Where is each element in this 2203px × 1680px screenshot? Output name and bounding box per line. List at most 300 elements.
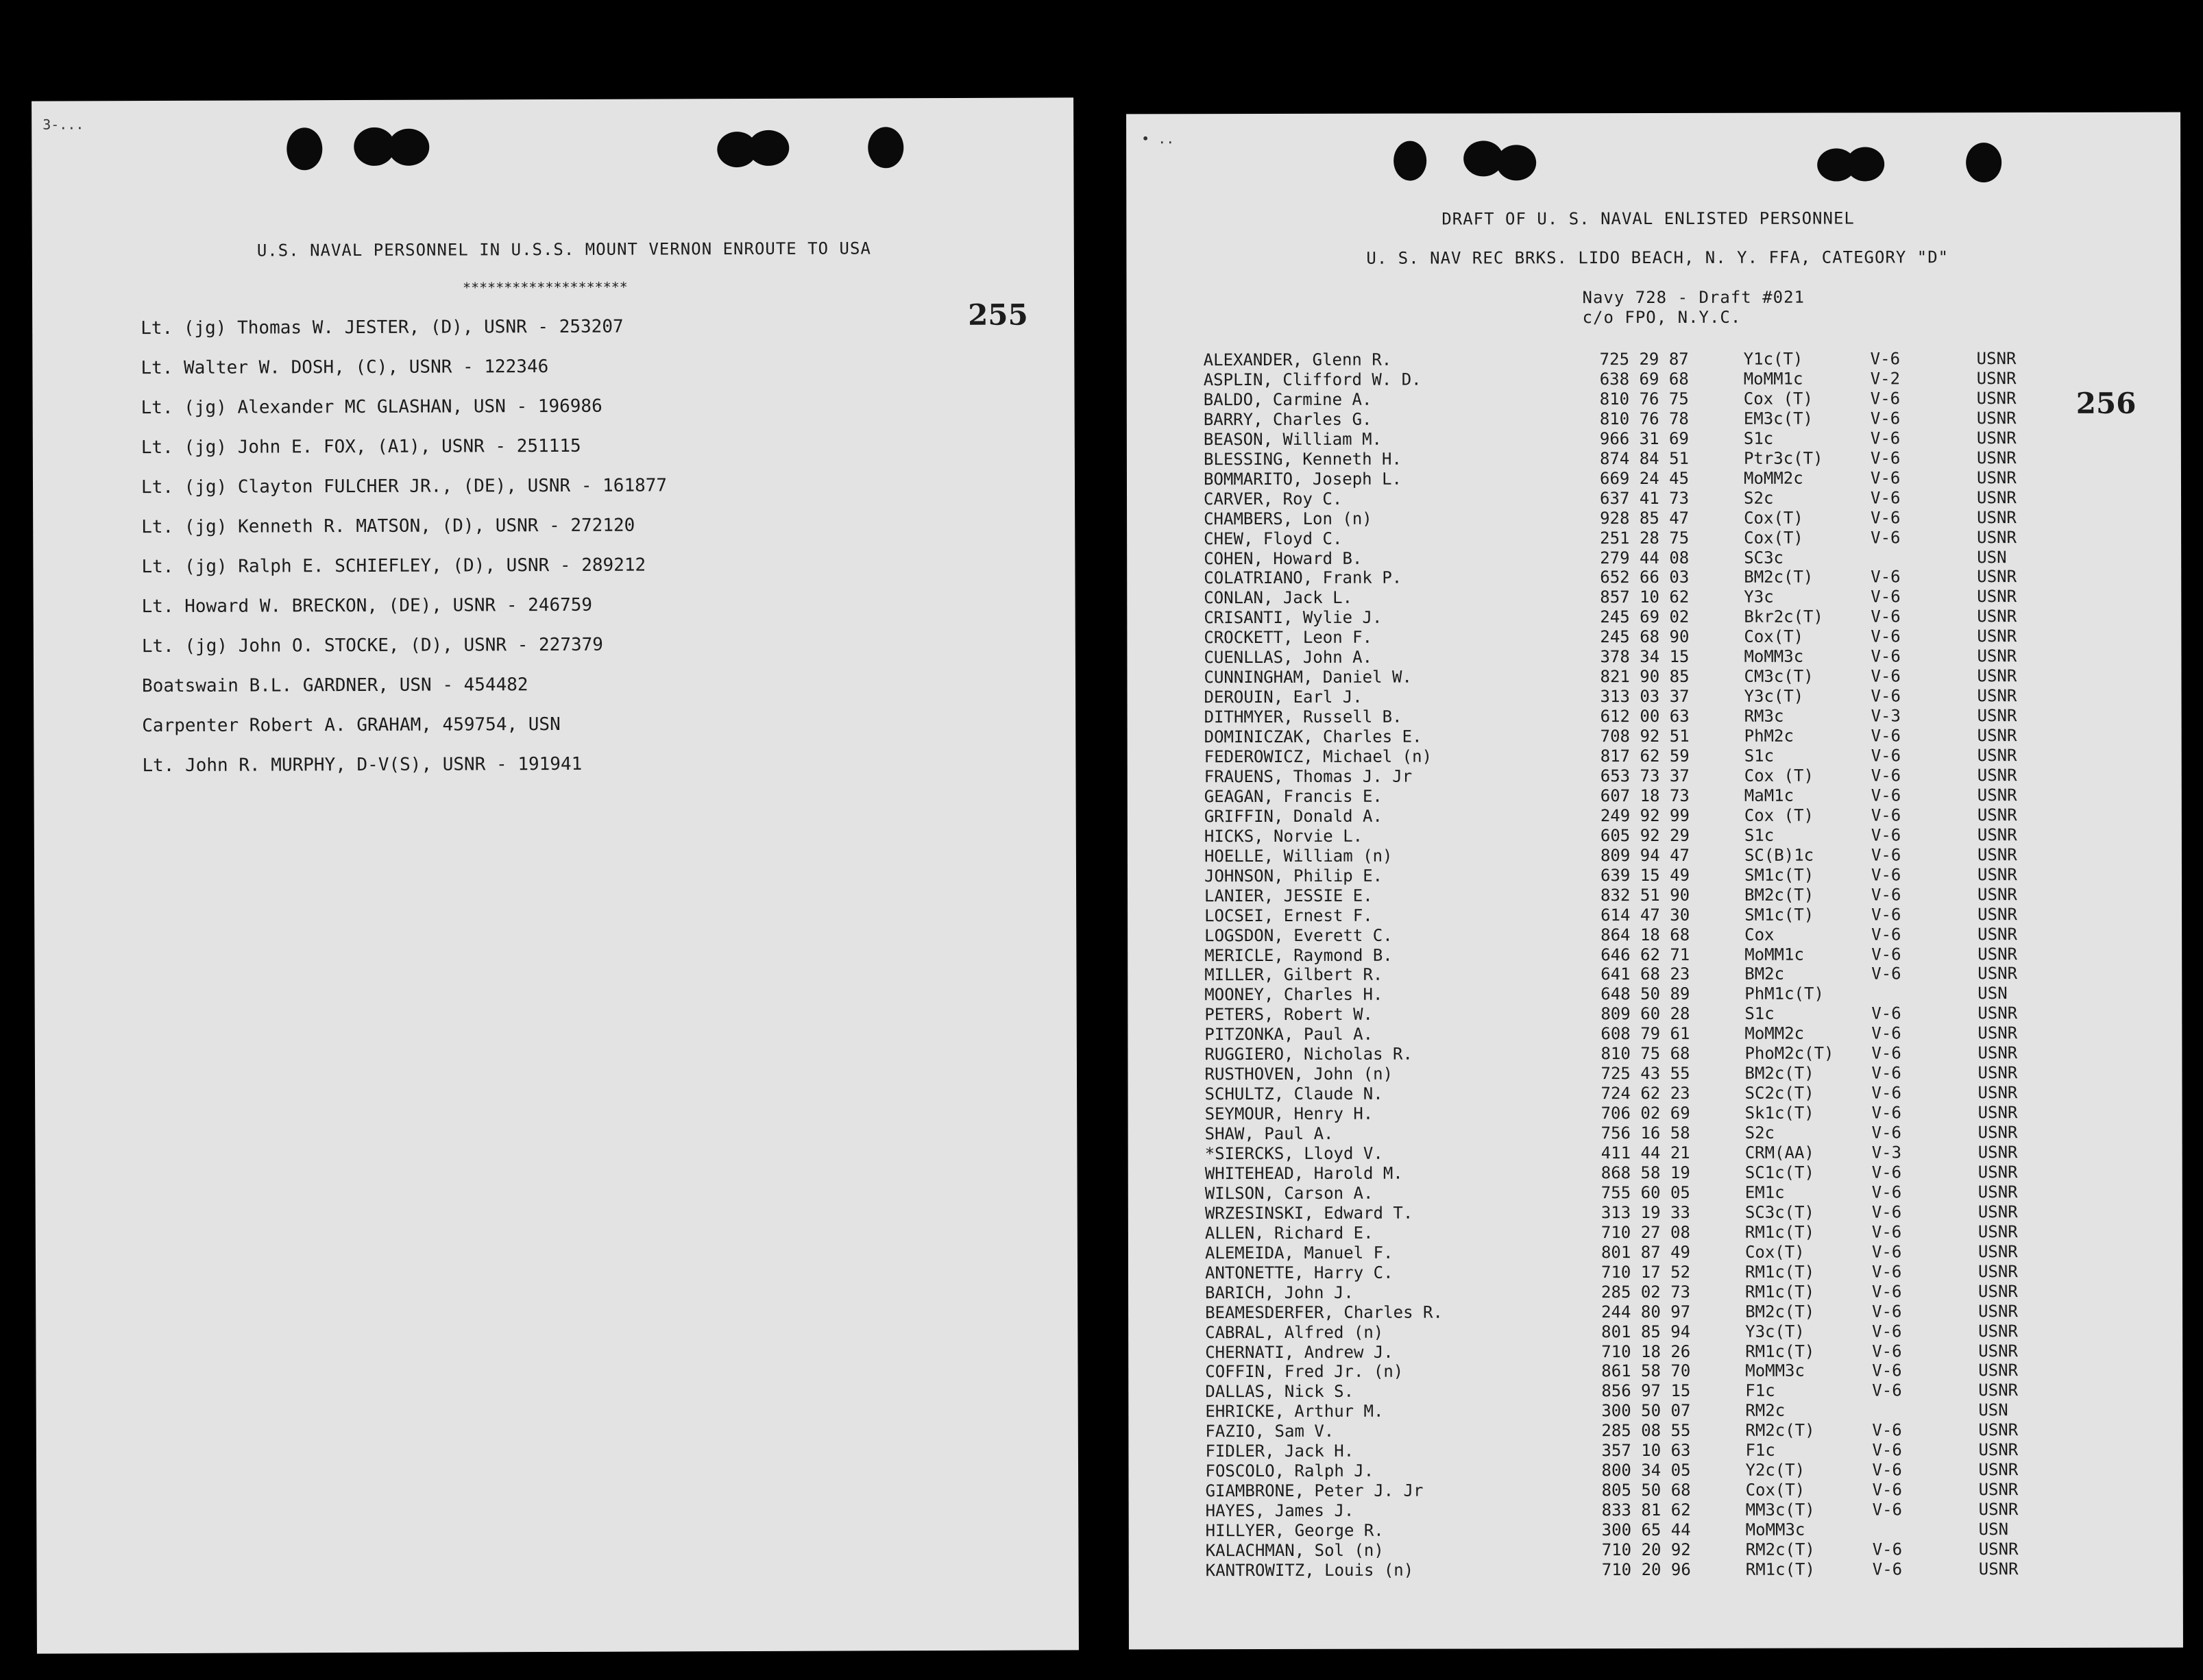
- roster-name: KALACHMAN, Sol (n): [1205, 1540, 1384, 1561]
- branch: USNR: [1977, 1003, 2018, 1023]
- rate: SC(B)1c: [1744, 845, 1814, 865]
- branch: USNR: [1978, 1460, 2019, 1480]
- service-number: 856 97 15: [1601, 1381, 1691, 1401]
- branch: USNR: [1977, 646, 2017, 666]
- class: V-6: [1871, 507, 1901, 528]
- rate: EM3c(T): [1743, 409, 1814, 428]
- service-number: 833 81 62: [1601, 1500, 1691, 1520]
- roster-name: FOSCOLO, Ralph J.: [1205, 1461, 1374, 1481]
- draft-line: Navy 728 - Draft #021: [1582, 287, 1805, 308]
- table-row: [1127, 507, 2169, 529]
- table-row: [1129, 1480, 2171, 1502]
- rate: Cox (T): [1743, 389, 1813, 409]
- officer-entry: Lt. John R. MURPHY, D-V(S), USNR - 191941: [142, 753, 583, 777]
- service-number: 285 02 73: [1601, 1282, 1691, 1302]
- table-row: [1127, 428, 2169, 450]
- class: V-6: [1871, 845, 1901, 865]
- roster-name: COHEN, Howard B.: [1204, 548, 1363, 568]
- roster-name: CARVER, Roy C.: [1204, 489, 1343, 509]
- table-row: [1127, 369, 2169, 391]
- branch: USNR: [1977, 904, 2017, 924]
- service-number: 928 85 47: [1600, 508, 1690, 528]
- table-row: [1128, 1023, 2169, 1045]
- table-row: [1128, 1241, 2170, 1263]
- rate: MoMM3c: [1745, 1520, 1805, 1539]
- service-number: 805 50 68: [1601, 1481, 1691, 1500]
- roster-name: DITHMYER, Russell B.: [1204, 707, 1402, 727]
- branch: USNR: [1978, 1281, 2018, 1301]
- rate: CRM(AA): [1744, 1143, 1814, 1162]
- branch: USNR: [1978, 1420, 2019, 1440]
- class: V-6: [1870, 448, 1901, 468]
- rate: SC2c(T): [1744, 1083, 1814, 1103]
- roster-name: MILLER, Gilbert R.: [1204, 965, 1383, 985]
- class: V-6: [1871, 1043, 1901, 1063]
- service-number: 706 02 69: [1600, 1104, 1690, 1123]
- roster-name: PETERS, Robert W.: [1204, 1005, 1374, 1025]
- branch: USNR: [1976, 349, 2017, 369]
- roster-name: ALEMEIDA, Manuel F.: [1204, 1243, 1393, 1263]
- officer-entry: Lt. (jg) Kenneth R. MATSON, (D), USNR - 272120: [141, 515, 635, 538]
- rate: CM3c(T): [1744, 666, 1814, 686]
- table-row: [1128, 924, 2169, 946]
- branch: USNR: [1978, 1341, 2019, 1361]
- roster-name: ALEXANDER, Glenn R.: [1203, 350, 1392, 370]
- roster-name: ALLEN, Richard E.: [1204, 1223, 1374, 1243]
- roster-name: CUENLLAS, John A.: [1204, 647, 1373, 668]
- rate: MoMM2c: [1744, 1023, 1805, 1044]
- table-row: [1127, 646, 2169, 668]
- table-row: [1127, 467, 2169, 489]
- class: V-6: [1872, 1380, 1902, 1400]
- roster-name: *SIERCKS, Lloyd V.: [1204, 1143, 1383, 1164]
- branch: USNR: [1978, 1480, 2019, 1500]
- punch-hole: [1846, 147, 1884, 181]
- rate: MoMM1c: [1744, 945, 1804, 964]
- roster-name: PITZONKA, Paul A.: [1204, 1025, 1374, 1045]
- table-row: [1128, 786, 2169, 807]
- rate: Ptr3c(T): [1743, 448, 1823, 468]
- rate: S1c: [1744, 746, 1775, 766]
- rate: SC1c(T): [1744, 1162, 1814, 1182]
- rate: RM1c(T): [1744, 1222, 1815, 1242]
- class: V-6: [1871, 1162, 1902, 1182]
- roster-name: DEROUIN, Earl J.: [1204, 687, 1363, 707]
- service-number: 801 85 94: [1601, 1322, 1691, 1341]
- class: V-6: [1872, 1500, 1902, 1520]
- rate: RM1c(T): [1745, 1559, 1815, 1579]
- service-number: 313 03 37: [1600, 687, 1690, 707]
- table-row: [1127, 349, 2169, 371]
- class: V-6: [1872, 1480, 1902, 1500]
- table-row: [1128, 1400, 2170, 1422]
- service-number: 710 17 52: [1600, 1262, 1691, 1282]
- punch-hole: [1393, 141, 1426, 181]
- corner-mark: • ..: [1141, 130, 1175, 147]
- rate: Cox(T): [1744, 1242, 1805, 1262]
- rate: Y1c(T): [1743, 349, 1803, 369]
- table-row: [1127, 527, 2169, 549]
- rate: BM2c(T): [1744, 568, 1814, 587]
- officer-entry: Lt. (jg) Thomas W. JESTER, (D), USNR - 253207: [141, 316, 624, 339]
- roster-name: BARRY, Charles G.: [1203, 409, 1372, 429]
- class: V-6: [1871, 527, 1901, 547]
- class: V-6: [1872, 1539, 1903, 1559]
- branch: USNR: [1978, 1301, 2018, 1321]
- branch: USN: [1978, 1400, 2008, 1420]
- service-number: 756 16 58: [1600, 1123, 1690, 1143]
- table-row: [1128, 1440, 2170, 1462]
- officer-entry: Lt. (jg) John O. STOCKE, (D), USNR - 227379: [141, 634, 603, 657]
- rate: PhM2c: [1744, 726, 1794, 746]
- officer-entry: Lt. (jg) Clayton FULCHER JR., (DE), USNR - 161877: [141, 475, 668, 498]
- roster-name: CHAMBERS, Lon (n): [1204, 509, 1372, 528]
- officer-entry: Lt. Howard W. BRECKON, (DE), USNR - 246759: [141, 594, 593, 618]
- roster-name: SEYMOUR, Henry H.: [1204, 1104, 1374, 1124]
- class: V-6: [1871, 805, 1901, 825]
- roster-name: WHITEHEAD, Harold M.: [1204, 1163, 1403, 1184]
- service-number: 817 62 59: [1600, 746, 1690, 766]
- branch: USNR: [1978, 1440, 2019, 1460]
- service-number: 868 58 19: [1600, 1162, 1690, 1183]
- class: V-6: [1870, 428, 1901, 448]
- rate: BM2c(T): [1744, 1063, 1814, 1083]
- branch: USNR: [1977, 766, 2017, 786]
- rate: S1c: [1744, 825, 1775, 845]
- roster-name: GIAMBRONE, Peter J. Jr: [1205, 1481, 1424, 1501]
- class: V-6: [1871, 944, 1901, 964]
- branch: USNR: [1977, 567, 2017, 587]
- branch: USNR: [1977, 884, 2017, 904]
- service-number: 251 28 75: [1600, 528, 1690, 548]
- table-row: [1127, 487, 2169, 509]
- service-number: 300 50 07: [1601, 1401, 1691, 1421]
- table-row: [1127, 567, 2169, 589]
- table-row: [1128, 1380, 2170, 1402]
- rate: F1c: [1745, 1381, 1775, 1401]
- rate: S1c: [1743, 428, 1774, 448]
- service-number: 245 69 02: [1600, 607, 1690, 627]
- roster-name: SCHULTZ, Claude N.: [1204, 1084, 1383, 1104]
- officer-entry: Lt. Walter W. DOSH, (C), USNR - 122346: [141, 356, 549, 379]
- branch: USNR: [1977, 1182, 2018, 1202]
- roster-name: CONLAN, Jack L.: [1204, 588, 1353, 608]
- rate: Cox (T): [1744, 805, 1814, 825]
- class: V-6: [1871, 766, 1901, 786]
- branch: USNR: [1977, 1143, 2018, 1162]
- class: V-6: [1872, 1460, 1902, 1480]
- rate: MoMM1c: [1743, 369, 1803, 389]
- class: V-6: [1870, 409, 1901, 428]
- left-page: [32, 97, 1079, 1653]
- service-number: 857 10 62: [1600, 587, 1690, 607]
- branch: USNR: [1977, 507, 2017, 527]
- rate: Cox(T): [1744, 528, 1803, 548]
- table-row: [1128, 686, 2169, 708]
- service-number: 810 76 75: [1599, 389, 1689, 409]
- roster-name: KANTROWITZ, Louis (n): [1205, 1560, 1414, 1581]
- punch-hole: [388, 129, 429, 166]
- roster-name: ASPLIN, Clifford W. D.: [1203, 369, 1422, 390]
- class: V-6: [1871, 1202, 1902, 1222]
- service-number: 755 60 05: [1600, 1182, 1690, 1203]
- service-number: 809 94 47: [1600, 845, 1690, 865]
- roster-name: RUGGIERO, Nicholas R.: [1204, 1044, 1413, 1064]
- table-row: [1128, 1460, 2170, 1482]
- branch: USNR: [1977, 1241, 2018, 1261]
- service-number: 605 92 29: [1600, 825, 1690, 845]
- table-row: [1128, 1261, 2170, 1283]
- table-row: [1127, 626, 2169, 648]
- service-number: 285 08 55: [1601, 1421, 1691, 1441]
- rate: Y3c(T): [1744, 686, 1804, 706]
- rate: Sk1c(T): [1744, 1103, 1814, 1123]
- punch-hole: [287, 127, 322, 170]
- table-row: [1128, 726, 2169, 748]
- table-row: [1128, 1182, 2170, 1204]
- branch: USNR: [1977, 964, 2018, 984]
- class: V-6: [1872, 1440, 1902, 1460]
- service-number: 313 19 33: [1600, 1202, 1690, 1222]
- roster-name: WRZESINSKI, Edward T.: [1204, 1203, 1413, 1223]
- branch: USNR: [1977, 1083, 2018, 1103]
- class: V-6: [1871, 1023, 1901, 1043]
- rate: Y3c: [1744, 587, 1774, 607]
- service-number: 612 00 63: [1600, 707, 1690, 727]
- branch: USNR: [1978, 1559, 2019, 1579]
- branch: USNR: [1977, 924, 2017, 944]
- officer-entry: Carpenter Robert A. GRAHAM, 459754, USN: [142, 714, 561, 737]
- rate: BM2c(T): [1745, 1302, 1815, 1322]
- class: V-6: [1871, 686, 1901, 706]
- service-number: 378 34 15: [1600, 647, 1690, 667]
- rate: Cox(T): [1745, 1480, 1805, 1500]
- roster-name: BALDO, Carmine A.: [1203, 389, 1372, 410]
- branch: USNR: [1978, 1321, 2018, 1341]
- officer-entry: Lt. (jg) Ralph E. SCHIEFLEY, (D), USNR - 289212: [141, 555, 646, 578]
- class: V-6: [1871, 1222, 1902, 1242]
- branch: USNR: [1977, 805, 2017, 825]
- roster-name: MERICLE, Raymond B.: [1204, 945, 1393, 965]
- branch: USN: [1977, 547, 2007, 567]
- service-number: 638 69 68: [1599, 369, 1689, 389]
- table-row: [1128, 1341, 2170, 1363]
- class: V-3: [1871, 706, 1901, 726]
- service-number: 710 20 96: [1601, 1559, 1691, 1580]
- service-number: 244 80 97: [1601, 1302, 1691, 1322]
- table-row: [1128, 984, 2169, 1006]
- service-number: 639 15 49: [1600, 865, 1690, 885]
- page-title: DRAFT OF U. S. NAVAL ENLISTED PERSONNEL: [1441, 208, 1855, 229]
- class: V-6: [1871, 825, 1901, 845]
- service-number: 725 43 55: [1600, 1064, 1690, 1084]
- roster-name: CHEW, Floyd C.: [1204, 528, 1343, 548]
- roster-name: FEDEROWICZ, Michael (n): [1204, 746, 1433, 767]
- table-row: [1128, 1123, 2170, 1145]
- roster-name: ANTONETTE, Harry C.: [1204, 1263, 1393, 1282]
- rate: S1c: [1744, 1004, 1775, 1024]
- service-number: 710 20 92: [1601, 1539, 1691, 1560]
- roster-name: FIDLER, Jack H.: [1205, 1441, 1354, 1461]
- class: V-6: [1871, 1123, 1902, 1143]
- service-number: 724 62 23: [1600, 1084, 1690, 1104]
- service-number: 357 10 63: [1601, 1441, 1691, 1461]
- service-number: 641 68 23: [1600, 964, 1690, 984]
- branch: USNR: [1977, 626, 2017, 646]
- page-number: 255: [968, 297, 1028, 332]
- class: V-6: [1871, 1242, 1902, 1262]
- service-number: 648 50 89: [1600, 984, 1690, 1004]
- rate: MaM1c: [1744, 786, 1794, 805]
- table-row: [1128, 1301, 2170, 1323]
- branch: USNR: [1976, 369, 2017, 389]
- roster-name: CUNNINGHAM, Daniel W.: [1204, 667, 1412, 687]
- roster-name: COFFIN, Fred Jr. (n): [1205, 1362, 1404, 1382]
- service-number: 861 58 70: [1601, 1361, 1691, 1381]
- service-number: 710 18 26: [1601, 1341, 1691, 1361]
- branch: USN: [1977, 984, 2008, 1003]
- service-number: 300 65 44: [1601, 1520, 1691, 1540]
- service-number: 614 47 30: [1600, 905, 1690, 925]
- table-row: [1129, 1559, 2171, 1581]
- branch: USNR: [1977, 527, 2017, 547]
- page-subtitle: U. S. NAV REC BRKS. LIDO BEACH, N. Y. FFA, CATEGORY "D": [1366, 247, 1949, 268]
- class: V-6: [1871, 587, 1901, 607]
- rate: Cox(T): [1744, 508, 1803, 528]
- page-title: U.S. NAVAL PERSONNEL IN U.S.S. MOUNT VERNON ENROUTE TO USA: [256, 239, 871, 260]
- rate: S2c: [1744, 488, 1774, 508]
- branch: USNR: [1977, 487, 2017, 507]
- right-page: [1126, 112, 2183, 1650]
- rate: RM3c: [1744, 706, 1784, 726]
- table-row: [1128, 766, 2169, 788]
- class: V-6: [1871, 1063, 1901, 1083]
- rate: SM1c(T): [1744, 905, 1814, 925]
- table-row: [1128, 844, 2169, 866]
- service-number: 608 79 61: [1600, 1024, 1690, 1044]
- branch: USNR: [1977, 825, 2017, 844]
- rate: SC3c: [1744, 548, 1784, 568]
- branch: USNR: [1976, 467, 2017, 487]
- roster-name: MOONEY, Charles H.: [1204, 985, 1383, 1005]
- branch: USNR: [1978, 1539, 2019, 1559]
- service-number: 279 44 08: [1600, 548, 1690, 568]
- table-row: [1129, 1500, 2171, 1522]
- roster-name: CHERNATI, Andrew J.: [1205, 1342, 1393, 1362]
- class: V-6: [1871, 924, 1901, 944]
- rate: SC3c(T): [1744, 1202, 1815, 1222]
- fpo-line: c/o FPO, N.Y.C.: [1582, 307, 1742, 328]
- table-row: [1129, 1520, 2171, 1542]
- branch: USNR: [1977, 686, 2017, 706]
- table-row: [1128, 1361, 2170, 1383]
- roster-name: COLATRIANO, Frank P.: [1204, 568, 1402, 588]
- branch: USNR: [1978, 1361, 2019, 1380]
- branch: USN: [1978, 1520, 2009, 1539]
- branch: USNR: [1977, 706, 2017, 726]
- roster-name: BARICH, John J.: [1205, 1282, 1354, 1302]
- class: V-6: [1871, 1182, 1902, 1202]
- officer-entry: Lt. (jg) John E. FOX, (A1), USNR - 251115: [141, 435, 581, 459]
- class: V-6: [1872, 1301, 1902, 1322]
- rate: MM3c(T): [1745, 1500, 1815, 1520]
- roster-name: HICKS, Norvie L.: [1204, 826, 1363, 846]
- branch: USNR: [1977, 1123, 2018, 1143]
- class: V-6: [1872, 1420, 1902, 1440]
- class: V-6: [1870, 349, 1901, 369]
- class: V-6: [1871, 746, 1901, 766]
- rate: BM2c(T): [1744, 885, 1814, 905]
- table-row: [1128, 1063, 2169, 1085]
- table-row: [1127, 607, 2169, 629]
- rate: MoMM3c: [1744, 646, 1804, 667]
- service-number: 809 60 28: [1600, 1004, 1690, 1024]
- branch: USNR: [1978, 1380, 2019, 1400]
- roster-name: FAZIO, Sam V.: [1205, 1422, 1335, 1441]
- class: V-6: [1871, 865, 1901, 885]
- service-number: 653 73 37: [1600, 766, 1690, 786]
- branch: USNR: [1977, 746, 2017, 766]
- table-row: [1128, 1083, 2170, 1105]
- roster-name: FRAUENS, Thomas J. Jr: [1204, 766, 1413, 787]
- class: V-6: [1871, 1262, 1902, 1282]
- roster-name: DALLAS, Nick S.: [1205, 1382, 1354, 1402]
- rate: SM1c(T): [1744, 865, 1814, 885]
- branch: USNR: [1976, 408, 2017, 428]
- roster-name: GEAGAN, Francis E.: [1204, 786, 1383, 807]
- class: V-6: [1872, 1361, 1902, 1380]
- table-row: [1128, 1321, 2170, 1343]
- rate: RM2c(T): [1745, 1539, 1815, 1559]
- rate: F1c: [1745, 1440, 1775, 1461]
- rate: Bkr2c(T): [1744, 607, 1823, 627]
- service-number: 832 51 90: [1600, 885, 1690, 905]
- table-row: [1128, 1003, 2169, 1025]
- rate: Y3c(T): [1745, 1322, 1805, 1341]
- roster-name: RUSTHOVEN, John (n): [1204, 1064, 1393, 1084]
- branch: USNR: [1977, 1202, 2018, 1222]
- branch: USNR: [1977, 785, 2017, 805]
- service-number: 966 31 69: [1599, 428, 1689, 448]
- rate: MoMM2c: [1743, 468, 1803, 488]
- table-row: [1127, 389, 2169, 411]
- class: V-6: [1871, 567, 1901, 587]
- officer-entry: Lt. (jg) Alexander MC GLASHAN, USN - 196986: [141, 395, 603, 419]
- table-row: [1127, 409, 2169, 430]
- roster-name: BOMMARITO, Joseph L.: [1203, 469, 1402, 489]
- class: V-6: [1870, 389, 1901, 409]
- rate: MoMM3c: [1745, 1361, 1805, 1381]
- roster-name: BEAMESDERFER, Charles R.: [1205, 1302, 1443, 1322]
- class: V-6: [1871, 786, 1901, 805]
- table-row: [1127, 666, 2169, 688]
- table-row: [1128, 706, 2169, 728]
- punch-hole: [1966, 143, 2001, 182]
- table-row: [1128, 746, 2169, 768]
- class: V-6: [1871, 488, 1901, 508]
- branch: USNR: [1977, 944, 2018, 964]
- branch: USNR: [1977, 1063, 2018, 1083]
- roster-name: EHRICKE, Arthur M.: [1205, 1402, 1384, 1422]
- table-row: [1128, 1043, 2169, 1065]
- table-row: [1129, 1539, 2171, 1561]
- roster-name: WILSON, Carson A.: [1204, 1183, 1374, 1204]
- roster-name: SHAW, Paul A.: [1204, 1123, 1334, 1144]
- rate: BM2c: [1744, 964, 1785, 984]
- service-number: 411 44 21: [1600, 1143, 1690, 1163]
- rate: S2c: [1744, 1123, 1775, 1143]
- roster-name: HILLYER, George R.: [1205, 1520, 1384, 1541]
